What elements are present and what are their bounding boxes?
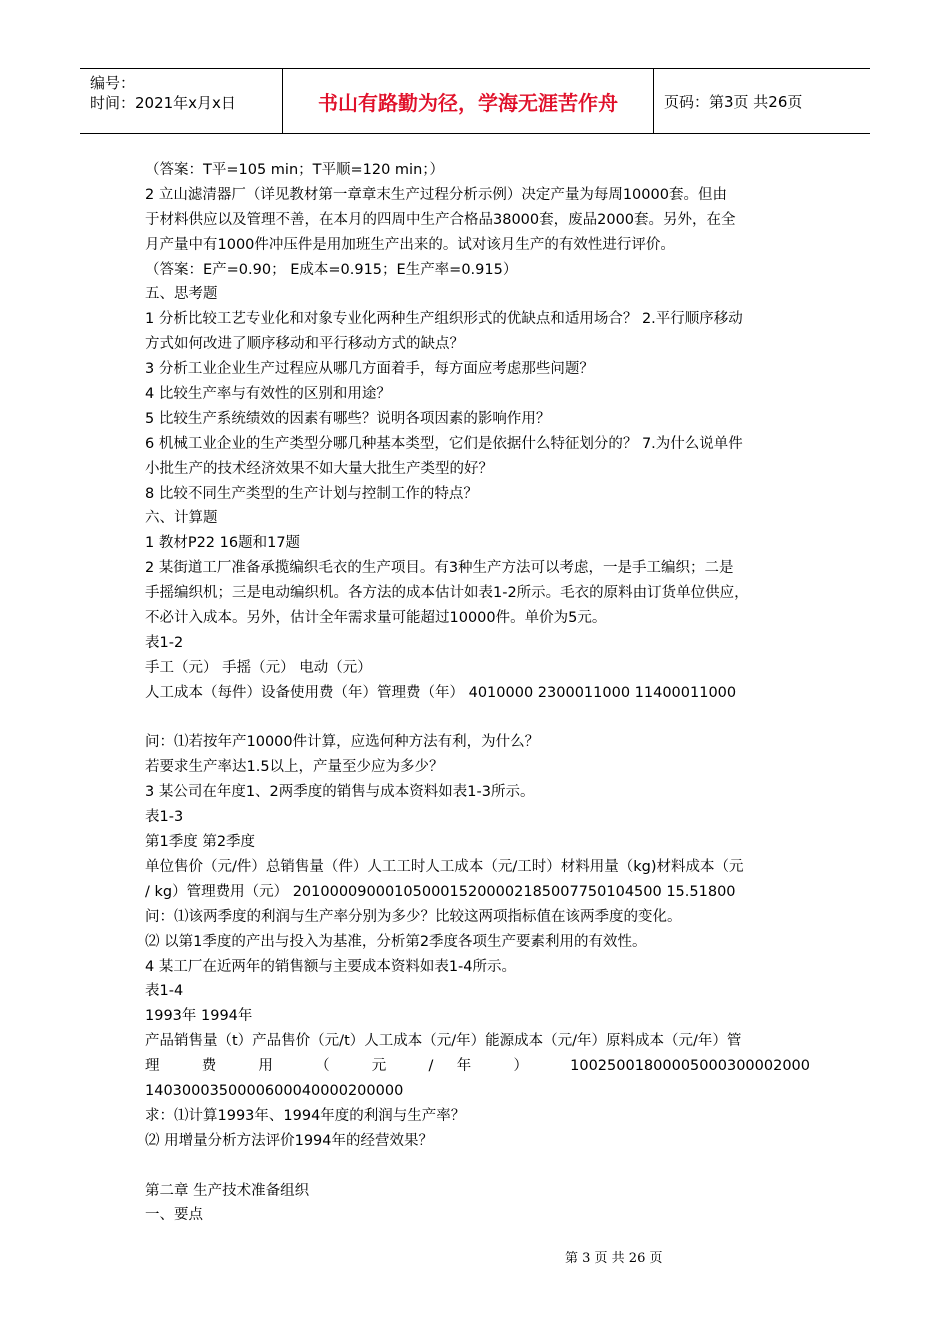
text-line: 1 分析比较工艺专业化和对象专业化两种生产组织形式的优缺点和适用场合？ 2.平行顺序移动 (145, 311, 743, 328)
chapter-heading: 第二章 生产技术准备组织 (145, 1182, 310, 1199)
text-line: 3 分析工业企业生产过程应从哪几方面着手，每方面应考虑那些问题？ (145, 361, 594, 378)
text-line: 6 机械工业企业的生产类型分哪几种基本类型，它们是依据什么特征划分的？ 7.为什么说单件 (145, 435, 743, 452)
text-line: 问：⑴该两季度的利润与生产率分别为多少？比较这两项指标值在该两季度的变化。 (145, 908, 682, 925)
section-heading: 一、要点 (145, 1207, 203, 1224)
text-line: 8 比较不同生产类型的生产计划与控制工作的特点？ (145, 485, 478, 502)
text-line: ⑵ 以第1季度的产出与投入为基准，分析第2季度各项生产要素利用的有效性。 (145, 933, 647, 950)
text-line: / kg）管理费用（元） 2010000900010500015200002185007750104500 15.51800 (145, 883, 736, 900)
text-line: 3 某公司在年度1、2两季度的销售与成本资料如表1-3所示。 (145, 784, 535, 801)
header-page-number: 页码：第3页 共26页 (664, 92, 803, 111)
text-line: 问：⑴若按年产10000件计算，应选何种方法有利，为什么？ (145, 734, 540, 751)
table-caption: 表1-3 (145, 809, 184, 826)
text-line: ⑵ 用增量分析方法评价1994年的经营效果？ (145, 1132, 434, 1149)
time-label: 时间：2021年x月x日 (90, 94, 236, 112)
table-caption: 表1-2 (145, 634, 184, 651)
page-header (80, 68, 870, 134)
text-line: 1403000350000600040000200000 (145, 1082, 404, 1099)
text-line: 人工成本（每件）设备使用费（年）管理费（年） 4010000 2300011000 11400011000 (145, 684, 737, 701)
text-line: （答案：T平=105 min；T平顺=120 min；） (145, 162, 445, 178)
text-line: 4 某工厂在近两年的销售额与主要成本资料如表1-4所示。 (145, 958, 517, 975)
text-line: 产品销售量（t）产品售价（元/t）人工成本（元/年）能源成本（元/年）原料成本（元/年）管 (145, 1033, 742, 1050)
header-motto: 书山有路勤为径，学海无涯苦作舟 (282, 69, 654, 133)
text-line: 方式如何改进了顺序移动和平行移动方式的缺点？ (145, 336, 464, 353)
table-caption: 表1-4 (145, 983, 184, 1000)
document-body (145, 158, 810, 1228)
section-heading: 六、计算题 (145, 510, 218, 527)
text-line: 单位售价（元/件）总销售量（件）人工工时人工成本（元/工时）材料用量（kg)材料成本（元 (145, 858, 744, 875)
blank-line (145, 1154, 810, 1179)
text-line: 于材料供应以及管理不善，在本月的四周中生产合格品38000套，废品2000套。另外，在全 (145, 211, 736, 228)
text-line: 1993年 1994年 (145, 1008, 253, 1025)
text-line: 2 某街道工厂准备承揽编织毛衣的生产项目。有3种生产方法可以考虑，一是手工编织；二是 (145, 560, 734, 577)
text-line: 5 比较生产系统绩效的因素有哪些？说明各项因素的影响作用？ (145, 410, 551, 427)
header-meta (80, 69, 282, 133)
text-line: 4 比较生产率与有效性的区别和用途？ (145, 386, 391, 403)
text-line: 手工（元） 手摇（元） 电动（元） (145, 659, 372, 676)
text-line: 不必计入成本。另外，估计全年需求量可能超过10000件。单价为5元。 (145, 610, 607, 627)
page-footer: 第 3 页 共 26 页 (565, 1251, 663, 1266)
text-line: 1 教材P22 16题和17题 (145, 535, 301, 552)
blank-line (145, 706, 810, 731)
text-line: 手摇编织机；三是电动编织机。各方法的成本估计如表1-2所示。毛衣的原料由订货单位供应， (145, 585, 749, 602)
text-line: 理 费 用 （ 元 / 年 ） 10025001800005000300002000 (145, 1058, 810, 1075)
section-heading: 五、思考题 (145, 286, 218, 303)
text-line: 小批生产的技术经济效果不如大量大批生产类型的好？ (145, 460, 493, 477)
text-line: 2 立山滤清器厂（详见教材第一章章末生产过程分析示例）决定产量为每周10000套。但由 (145, 186, 727, 203)
number-label: 编号： (90, 74, 136, 92)
text-line: 月产量中有1000件冲压件是用加班生产出来的。试对该月生产的有效性进行评价。 (145, 236, 675, 253)
text-line: 第1季度 第2季度 (145, 834, 256, 851)
text-line: 若要求生产率达1.5以上，产量至少应为多少？ (145, 759, 444, 776)
text-line: （答案：E产=0.90； E成本=0.915；E生产率=0.915） (145, 261, 518, 278)
text-line: 求：⑴计算1993年、1994年度的利润与生产率？ (145, 1107, 466, 1124)
